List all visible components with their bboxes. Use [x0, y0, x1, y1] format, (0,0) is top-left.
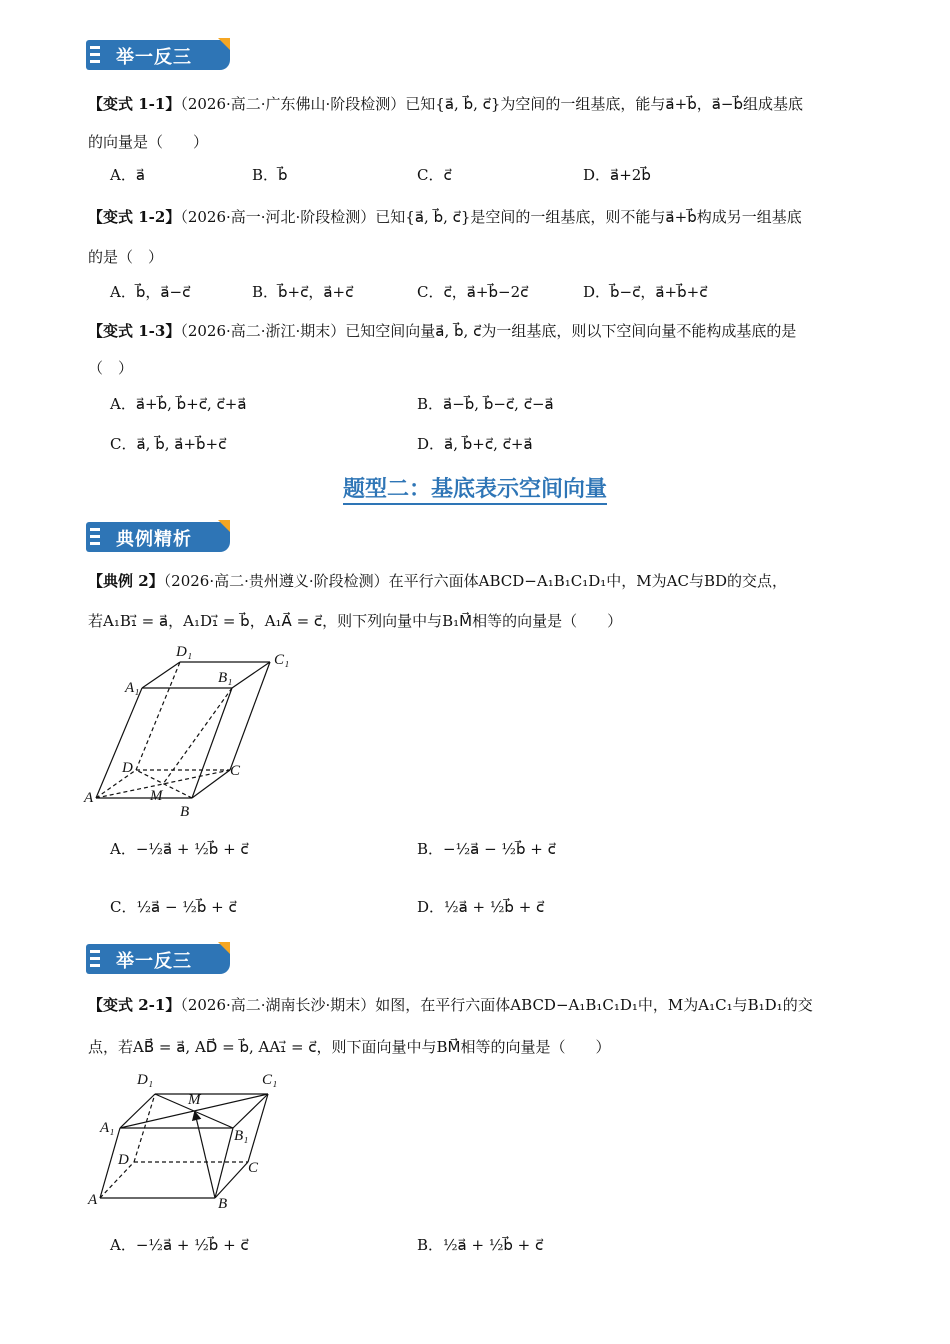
vertex-label: D [122, 760, 133, 776]
edge [192, 688, 232, 798]
parallelepiped-figure-1 [80, 640, 310, 820]
vertex-label: A [84, 790, 94, 806]
option-a[interactable]: A．a⃗ [110, 166, 146, 184]
option-b[interactable]: B．½a⃗ + ½b⃗ + c⃗ [417, 1236, 544, 1254]
question-tag: 【典例 2】 [88, 572, 164, 590]
option-c[interactable]: C．c⃗，a⃗+b⃗−2c⃗ [417, 283, 529, 301]
vertex-label: A [88, 1192, 98, 1208]
question-tag: 【变式 1-2】 [88, 208, 181, 226]
question-1-1 [88, 93, 803, 114]
banner-examples [86, 520, 230, 554]
edge [230, 662, 270, 770]
question-tag: 【变式 1-3】 [88, 322, 181, 340]
question-text-cont: 若A₁B₁⃗ = a⃗，A₁D₁⃗ = b⃗，A₁A⃗ = c⃗，则下列向量中与B₁M⃗相等的向量是（ ） [88, 612, 623, 630]
vertex-label: D [118, 1152, 129, 1168]
option-d[interactable]: D．a⃗, b⃗+c⃗, c⃗+a⃗ [417, 435, 533, 453]
question-tag: 【变式 1-1】 [88, 95, 181, 113]
option-c[interactable]: C．c⃗ [417, 166, 452, 184]
vertex-label: B₁ [234, 1128, 249, 1144]
vertex-label: C₁ [274, 652, 290, 668]
vertex-label: M [150, 788, 163, 804]
option-d[interactable]: D．b⃗−c⃗，a⃗+b⃗+c⃗ [583, 283, 708, 301]
section-heading: 题型二：基底表示空间向量 [0, 472, 950, 503]
banner-label: 举一反三 [116, 47, 192, 68]
question-text: （2026·高二·贵州遵义·阶段检测）在平行六面体ABCD−A₁B₁C₁D₁中，M为AC与BD的交点， [163, 572, 787, 590]
question-text-cont: 点，若AB⃗ = a⃗, AD⃗ = b⃗, AA₁⃗ = c⃗，则下面向量中与BM⃗相等的向量是（ ） [88, 1038, 611, 1056]
list-icon [90, 46, 100, 67]
question-text: （2026·高二·广东佛山·阶段检测）已知{a⃗, b⃗, c⃗}为空间的一组基底，能与a⃗+b⃗，a⃗−b⃗组成基底 [180, 95, 803, 113]
question-text: （2026·高二·浙江·期末）已知空间向量a⃗, b⃗, c⃗为一组基底，则以下空间向量不能构成基底的是 [180, 322, 797, 340]
option-b[interactable]: B．−½a⃗ − ½b⃗ + c⃗ [417, 840, 556, 858]
list-icon [90, 950, 100, 971]
vertex-label: D₁ [137, 1072, 154, 1088]
banner-practice-2 [86, 942, 230, 976]
vertex-label: D₁ [176, 644, 193, 660]
vertex-label: B₁ [218, 670, 233, 686]
parallelepiped-figure-2 [80, 1066, 310, 1216]
vertex-label: B [218, 1196, 228, 1212]
vertex-label: B [180, 804, 190, 820]
vector-bm [195, 1113, 215, 1198]
vertex-label: A₁ [100, 1120, 115, 1136]
example-2 [88, 570, 787, 591]
list-icon [90, 528, 100, 549]
edge [142, 662, 180, 688]
option-a[interactable]: A．b⃗，a⃗−c⃗ [110, 283, 191, 301]
question-text: （2026·高二·湖南长沙·期末）如图，在平行六面体ABCD−A₁B₁C₁D₁中，M为A₁C₁与B₁D₁的交 [180, 996, 813, 1014]
question-text-cont: （ ） [88, 359, 134, 377]
edge [232, 662, 270, 688]
question-text: （2026·高一·河北·阶段检测）已知{a⃗, b⃗, c⃗}是空间的一组基底，则不能与a⃗+b⃗构成另一组基底 [180, 208, 802, 226]
banner-label: 典例精析 [116, 529, 192, 550]
vertex-label: C [230, 763, 241, 779]
option-a[interactable]: A．a⃗+b⃗, b⃗+c⃗, c⃗+a⃗ [110, 395, 247, 413]
option-a[interactable]: A．−½a⃗ + ½b⃗ + c⃗ [110, 840, 249, 858]
option-b[interactable]: B．b⃗+c⃗，a⃗+c⃗ [252, 283, 354, 301]
question-1-3 [88, 320, 796, 341]
question-1-2 [88, 206, 802, 227]
diagonal [136, 770, 192, 798]
option-d[interactable]: D．½a⃗ + ½b⃗ + c⃗ [417, 898, 545, 916]
vertex-label: A₁ [125, 680, 140, 696]
question-text-cont: 的是（ ） [88, 248, 164, 266]
option-c[interactable]: C．a⃗, b⃗, a⃗+b⃗+c⃗ [110, 435, 227, 453]
question-2-1 [88, 994, 813, 1015]
question-text-cont: 的向量是（ ） [88, 133, 209, 151]
option-a[interactable]: A．−½a⃗ + ½b⃗ + c⃗ [110, 1236, 249, 1254]
option-d[interactable]: D．a⃗+2b⃗ [583, 166, 651, 184]
vertex-label: M [188, 1092, 201, 1108]
option-b[interactable]: B．a⃗−b⃗, b⃗−c⃗, c⃗−a⃗ [417, 395, 554, 413]
question-tag: 【变式 2-1】 [88, 996, 181, 1014]
edge [120, 1094, 155, 1128]
edge [136, 662, 180, 770]
banner-label: 举一反三 [116, 951, 192, 972]
option-c[interactable]: C．½a⃗ − ½b⃗ + c⃗ [110, 898, 237, 916]
option-b[interactable]: B．b⃗ [252, 166, 288, 184]
banner-practice-1 [86, 38, 230, 72]
vertex-label: C₁ [262, 1072, 278, 1088]
vertex-label: C [248, 1160, 259, 1176]
